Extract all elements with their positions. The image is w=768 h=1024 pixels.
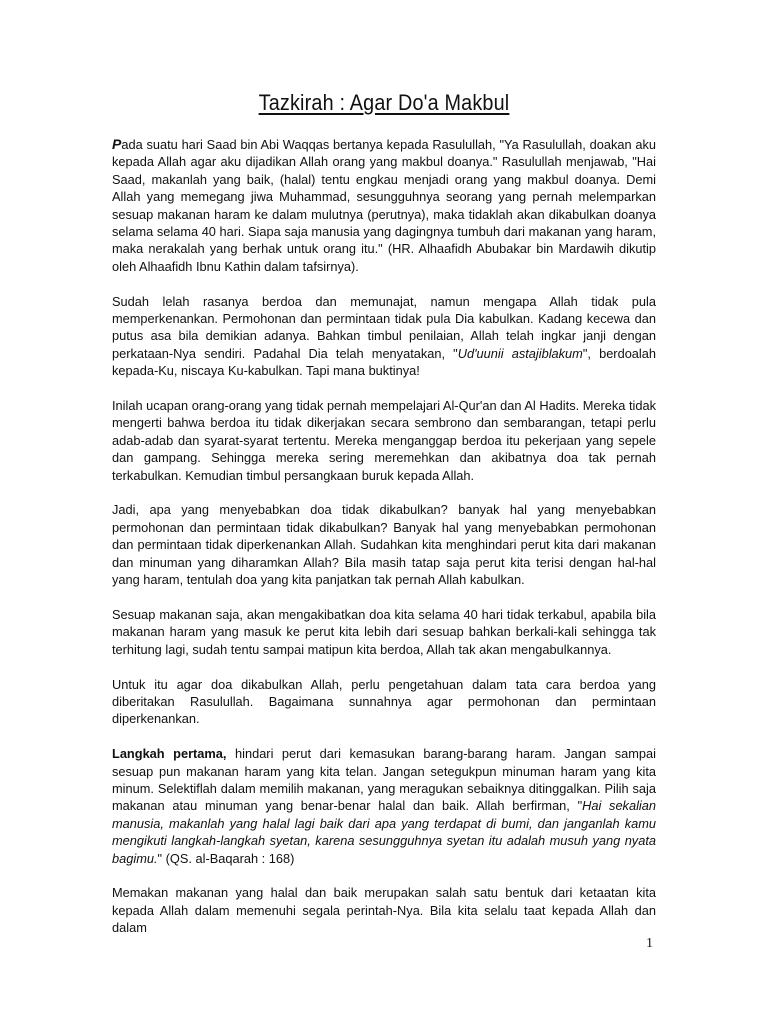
paragraph-7-text-a: hindari perut dari kemasukan barang-barang haram. Jangan sampai sesuap pun makanan haram yang kita telan. Jangan setegukpun minuman haram yang kita minum. Selektiflah dalam memilih makanan, yang meragukan sebaiknya ditinggalkan. Pilih saja makanan atau minuman yang benar-benar halal dan baik. Allah berfirman, " — [112, 746, 656, 814]
document-body — [112, 136, 656, 954]
drop-cap: P — [112, 136, 122, 152]
paragraph-1 — [112, 136, 656, 275]
paragraph-5: Sesuap makanan saja, akan mengakibatkan doa kita selama 40 hari tidak terkabul, apabila bila makanan haram yang masuk ke perut kita lebih dari sesuap bahkan berkali-kali sehingga tak terhitung lagi, sudah tentu sampai matipun kita berdoa, Allah tak akan mengabulkannya. — [112, 606, 656, 657]
paragraph-8: Memakan makanan yang halal dan baik merupakan salah satu bentuk dari ketaatan kita kepada Allah dalam memenuhi segala perintah-Nya. Bila kita selalu taat kepada Allah dan dalam — [112, 885, 656, 936]
paragraph-1-text: ada suatu hari Saad bin Abi Waqqas bertanya kepada Rasulullah, "Ya Rasulullah, doakan aku kepada Allah agar aku dijadikan Allah orang yang makbul doanya." Rasulullah menjawab, "Hai Saad, makanlah yang baik, (halal) tentu engkau menjadi orang yang makbul doanya. Demi Allah yang memegang jiwa Muhammad, sesungguhnya seorang yang pernah melemparkan sesuap makanan haram ke dalam mulutnya (perutnya), maka tidaklah akan dikabulkan doanya selama selama 40 hari. Siapa saja manusia yang dagingnya tumbuh dari makanan yang haram, maka nerakalah yang berhak untuk orang itu." (HR. Alhaafidh Abubakar bin Mardawih dikutip oleh Alhaafidh Ibnu Kathin dalam tafsirnya). — [112, 137, 656, 274]
paragraph-7-quote: Hai sekalian manusia, makanlah yang halal lagi baik dari apa yang terdapat di bumi, dan janganlah kamu mengikuti langkah-langkah syetan, karena sesungguhnya syetan itu adalah musuh yang nyata bagimu. — [112, 798, 656, 866]
document-page — [112, 0, 656, 1024]
paragraph-3: Inilah ucapan orang-orang yang tidak pernah mempelajari Al-Qur'an dan Al Hadits. Mereka tidak mengerti bahwa berdoa itu tidak dikerjakan secara sembrono dan sembarangan, tetapi perlu adab-adab dan syarat-syarat tertentu. Mereka menganggap berdoa itu pekerjaan yang sepele dan gampang. Sehingga mereka sering meremehkan dan akibatnya doa tak pernah terkabulkan. Kemudian timbul persangkaan buruk kepada Allah. — [112, 398, 656, 483]
page-title: Tazkirah : Agar Do'a Makbul — [258, 90, 510, 115]
paragraph-7-text-b: " (QS. al-Baqarah : 168) — [157, 850, 295, 866]
paragraph-2-quote: Ud'uunii astajiblakum — [457, 345, 583, 361]
paragraph-7-lead: Langkah pertama, — [112, 746, 227, 762]
paragraph-4: Jadi, apa yang menyebabkan doa tidak dikabulkan? banyak hal yang menyebabkan permohonan dan permintaan tidak dikabulkan? Banyak hal yang menyebabkan permohonan dan permintaan tidak diperkenankan Allah. Sudahkan kita menghindari perut kita dari makanan dan minuman yang diharamkan Allah? Bila masih tatap saja perut kita terisi dengan hal-hal yang haram, tentulah doa yang kita panjatkan tak pernah Allah kabulkan. — [112, 502, 656, 588]
paragraph-2-text-b: ", berdoalah kepada-Ku, niscaya Ku-kabulkan. Tapi mana buktinya! — [112, 345, 657, 379]
paragraph-6: Untuk itu agar doa dikabulkan Allah, perlu pengetahuan dalam tata cara berdoa yang diberitakan Rasulullah. Bagaimana sunnahnya agar permohonan dan permintaan diperkenankan. — [112, 676, 656, 727]
paragraph-2-text-a: Sudah lelah rasanya berdoa dan memunajat, namun mengapa Allah tidak pula memperkenankan. Permohonan dan permintaan tidak pula Dia kabulkan. Kadang kecewa dan putus asa bila demikian adanya. Bahkan timbul penilaian, Allah telah ingkar janji dengan perkataan-Nya sendiri. Padahal Dia telah menyatakan, " — [112, 293, 656, 361]
paragraph-2 — [112, 293, 656, 380]
page-number: 1 — [646, 936, 653, 951]
paragraph-7 — [112, 745, 656, 867]
